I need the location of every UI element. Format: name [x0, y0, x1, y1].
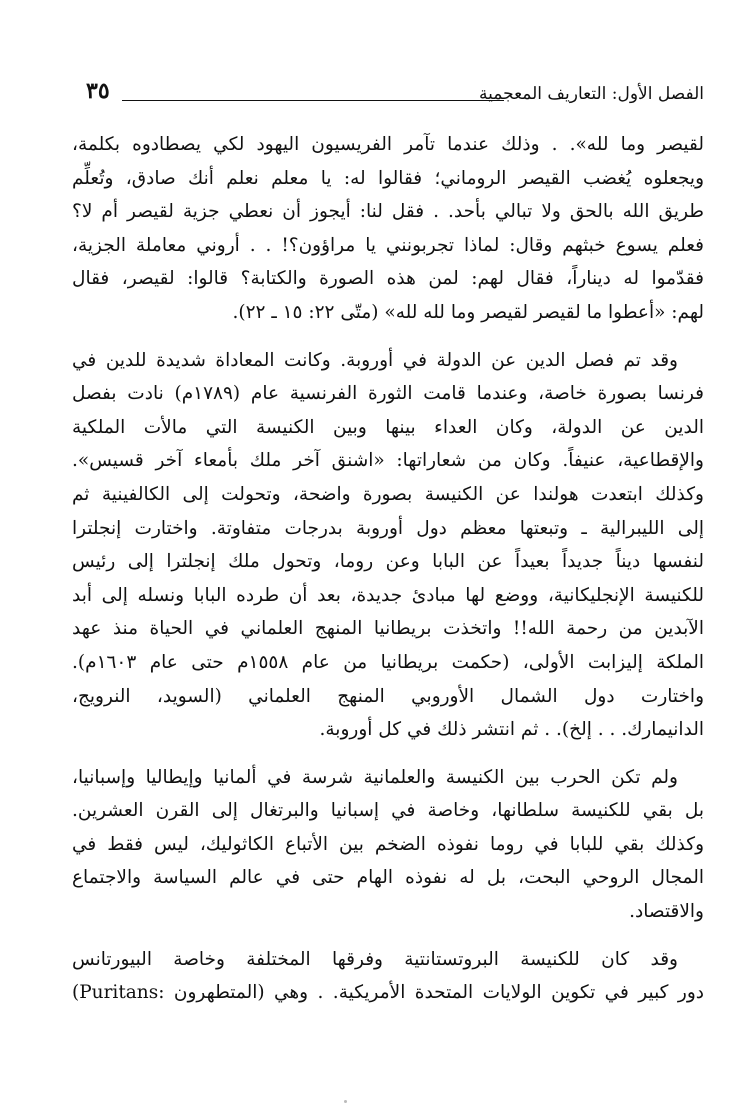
- running-header: [86, 78, 704, 108]
- text-line: وكذلك ابتعدت هولندا عن الكنيسة بصورة واضحة، وتحولت إلى الكالفينية ثم: [72, 483, 704, 505]
- page-speck: [344, 1100, 347, 1103]
- text-line: واختارت دول الشمال الأوروبي المنهج العلماني (السويد، النرويج،: [72, 685, 704, 707]
- text-line: لهم: «أعطوا ما لقيصر لقيصر وما لله لله» (متّى ٢٢: ١٥ ـ ٢٢).: [232, 301, 704, 323]
- text-line: وقد تم فصل الدين عن الدولة في أوروبة. وكانت المعاداة شديدة للدين في: [72, 349, 678, 371]
- text-line: الآبدين من رحمة الله!! واتخذت بريطانيا المنهج العلماني في الحياة منذ عهد: [72, 618, 704, 640]
- chapter-title: الفصل الأول: التعاريف المعجمية: [471, 84, 704, 104]
- text-line: والإقطاعية، عنيفاً. وكان من شعاراتها: «اشنق آخر ملك بأمعاء آخر قسيس».: [72, 450, 704, 472]
- text-line: ويجعلوه يُغضب القيصر الروماني؛ فقالوا له: يا معلم نعلم أنك صادق، وتُعلِّم: [72, 167, 704, 189]
- text-line: وقد كان للكنيسة البروتستانتية وفرقها المختلفة وخاصة البيورتانس: [72, 948, 678, 970]
- text-line: الدين عن الدولة، وكان العداء بينها وبين الكنيسة التي مالأت الملكية: [72, 416, 704, 438]
- text-line: والاقتصاد.: [629, 901, 704, 923]
- paragraph-4: [72, 943, 704, 1010]
- text-line: لقيصر وما لله». . وذلك عندما تآمر الفريسيون اليهود لكي يصطادوه بكلمة،: [72, 134, 704, 155]
- text-line: فقدّموا له ديناراً، فقال لهم: لمن هذه الصورة والكتابة؟ قالوا: لقيصر، فقال: [72, 268, 704, 290]
- text-line: لنفسها ديناً جديداً بعيداً عن البابا وعن روما، وتحول ملك إنجلترا إلى رئيس: [72, 551, 704, 573]
- text-line: الملكة إليزابت الأولى، (حكمت بريطانيا من عام ١٥٥٨م حتى عام ١٦٠٣م).: [72, 651, 704, 673]
- paragraph-3: [72, 761, 704, 929]
- text-line: الدانيمارك. . . إلخ). . ثم انتشر ذلك في كل أوروبة.: [319, 719, 704, 741]
- text-line: للكنيسة الإنجليكانية، ووضع لها مبادئ جديدة، بعد أن طرده البابا ونسله إلى أبد: [72, 584, 704, 606]
- text-line: إلى الليبرالية ـ وتبعتها معظم دول أوروبة بدرجات متفاوتة. واختارت إنجلترا: [72, 517, 704, 539]
- paragraph-1: [72, 128, 704, 330]
- text-line: بل بقي للكنيسة سلطانها، وخاصة في إسبانيا والبرتغال إلى القرن العشرين.: [72, 800, 704, 822]
- text-line: وكذلك بقي للبابا في روما نفوذه الضخم بين الأتباع الكاثوليك، ليس فقط في: [72, 833, 704, 855]
- text-line: ولم تكن الحرب بين الكنيسة والعلمانية شرسة في ألمانيا وإيطاليا وإسبانيا،: [72, 766, 678, 788]
- header-rule: [122, 100, 504, 101]
- text-line: فرنسا بصورة خاصة، وعندما قامت الثورة الفرنسية عام (١٧٨٩م) نادت بفصل: [72, 383, 705, 405]
- body-text: [72, 128, 704, 1024]
- text-line: المجال الروحي البحت، بل له نفوذه الهام حتى في عالم السياسة والاجتماع: [72, 867, 704, 889]
- paragraph-2: [72, 344, 704, 747]
- page-number: ٣٥: [86, 78, 110, 104]
- text-line: (Puritans: المتطهرون) دور كبير في تكوين الولايات المتحدة الأمريكية. . وهي: [72, 982, 705, 1004]
- text-line: فعلم يسوع خبثهم وقال: لماذا تجربونني يا مراؤون؟! . . أروني معاملة الجزية،: [72, 234, 704, 256]
- text-line: طريق الله بالحق ولا تبالي بأحد. . فقل لنا: أيجوز أن نعطي جزية لقيصر أم لا؟: [72, 201, 704, 223]
